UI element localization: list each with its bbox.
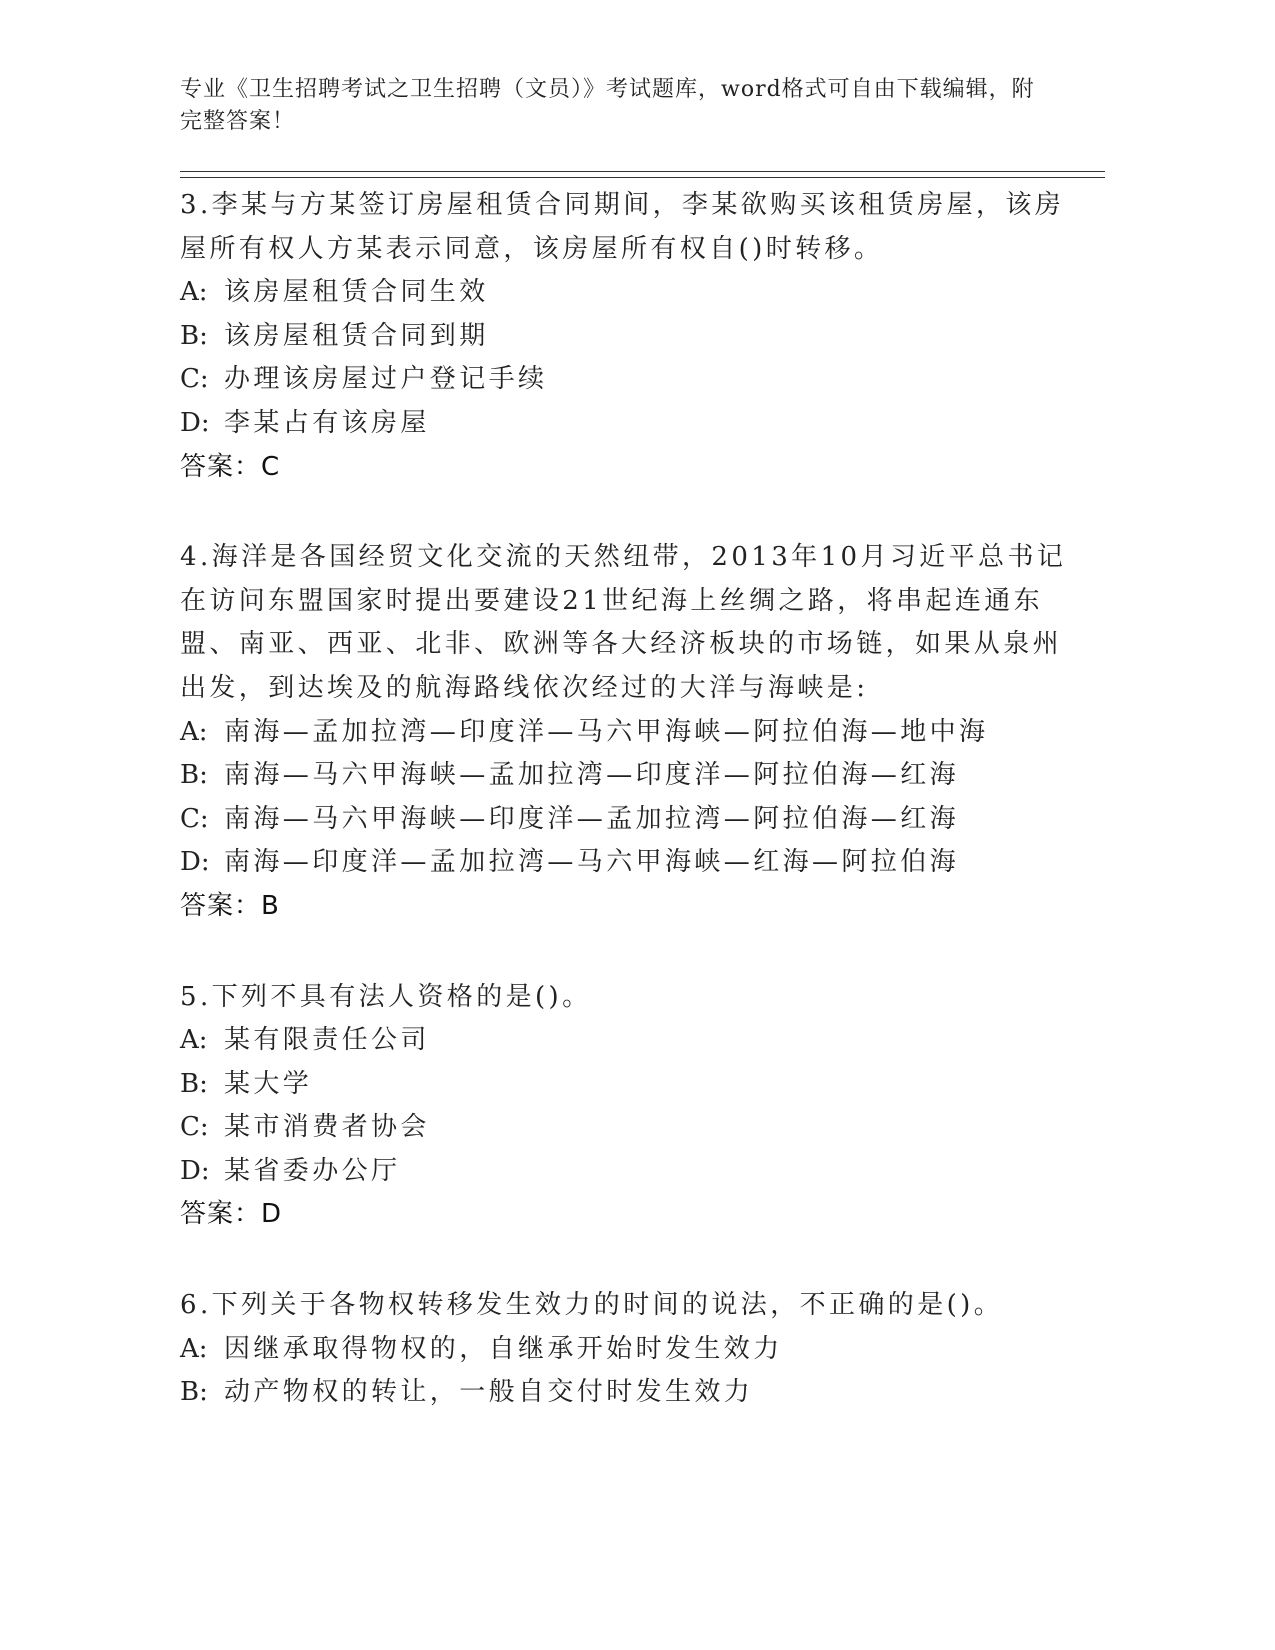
option-key: C: [180, 803, 209, 834]
document-header: 专业《卫生招聘考试之卫生招聘（文员）》考试题库，word格式可自由下载编辑，附完整答案！ [180, 77, 1035, 134]
option-key: A: [180, 1025, 208, 1056]
option-text: 办理该房屋过户登记手续 [224, 364, 548, 395]
option-text: 南海—马六甲海峡—印度洋—孟加拉湾—阿拉伯海—红海 [224, 803, 960, 834]
question-6 [180, 1284, 1080, 1415]
option-a [180, 1328, 1080, 1372]
option-b [180, 1371, 1080, 1415]
option-key: A: [180, 277, 208, 308]
option-text: 某省委办公厅 [224, 1155, 401, 1186]
option-key: A: [180, 716, 208, 747]
option-text: 该房屋租赁合同到期 [224, 320, 489, 351]
option-d [180, 402, 1080, 446]
answer-line: 答案：C [180, 451, 281, 482]
option-text: 南海—印度洋—孟加拉湾—马六甲海峡—红海—阿拉伯海 [224, 847, 960, 878]
option-key: B: [180, 760, 208, 791]
question-stem: 5.下列不具有法人资格的是()。 [180, 981, 592, 1012]
question-5 [180, 976, 1080, 1238]
option-key: B: [180, 320, 208, 351]
option-text: 某有限责任公司 [224, 1025, 430, 1056]
option-text: 某市消费者协会 [224, 1112, 430, 1143]
option-b [180, 315, 1080, 359]
header-divider-top [180, 171, 1105, 172]
question-3 [180, 184, 1080, 489]
question-stem: 3.李某与方某签订房屋租赁合同期间，李某欲购买该租赁房屋，该房屋所有权人方某表示同意，该房屋所有权自()时转移。 [180, 190, 1065, 264]
option-text: 因继承取得物权的，自继承开始时发生效力 [224, 1333, 783, 1364]
option-text: 南海—孟加拉湾—印度洋—马六甲海峡—阿拉伯海—地中海 [224, 716, 989, 747]
option-key: D: [180, 407, 210, 438]
option-d [180, 841, 1080, 885]
option-key: D: [180, 1155, 210, 1186]
option-c [180, 358, 1080, 402]
option-text: 南海—马六甲海峡—孟加拉湾—印度洋—阿拉伯海—红海 [224, 760, 960, 791]
option-a [180, 711, 1080, 755]
option-b [180, 754, 1080, 798]
question-4 [180, 536, 1080, 928]
option-text: 李某占有该房屋 [224, 407, 430, 438]
option-a [180, 1019, 1080, 1063]
option-b [180, 1063, 1080, 1107]
question-stem: 4.海洋是各国经贸文化交流的天然纽带，2013年10月习近平总书记在访问东盟国家时提出要建设21世纪海上丝绸之路，将串起连通东盟、南亚、西亚、北非、欧洲等各大经济板块的市场链，如果从泉州出发，到达埃及的航海路线依次经过的大洋与海峡是: [180, 542, 1067, 703]
option-key: A: [180, 1333, 208, 1364]
option-key: D: [180, 847, 210, 878]
option-key: C: [180, 364, 209, 395]
header-divider-bottom [180, 177, 1105, 178]
option-text: 某大学 [224, 1068, 313, 1099]
question-list [180, 184, 1080, 1462]
option-text: 动产物权的转让，一般自交付时发生效力 [224, 1377, 754, 1408]
option-key: B: [180, 1377, 208, 1408]
option-key: B: [180, 1068, 208, 1099]
answer-line: 答案：B [180, 890, 280, 921]
answer-line: 答案：D [180, 1199, 283, 1230]
option-text: 该房屋租赁合同生效 [224, 277, 489, 308]
option-c [180, 798, 1080, 842]
question-stem: 6.下列关于各物权转移发生效力的时间的说法，不正确的是()。 [180, 1290, 1004, 1321]
option-c [180, 1106, 1080, 1150]
option-key: C: [180, 1112, 209, 1143]
option-d [180, 1150, 1080, 1194]
option-a [180, 271, 1080, 315]
